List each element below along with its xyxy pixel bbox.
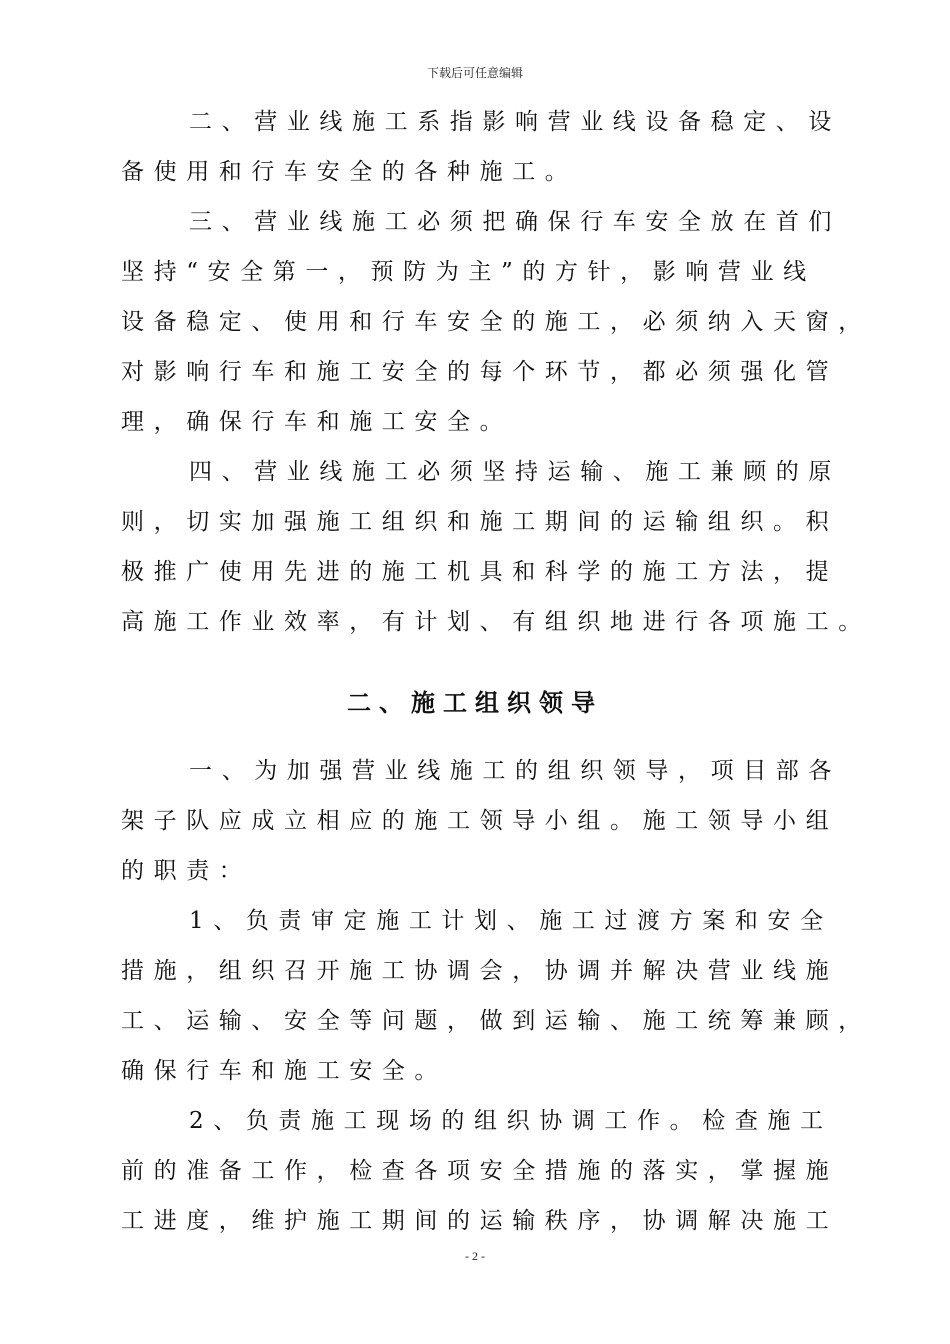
paragraph-6-line-3: 工进度，维护施工期间的运输秩序，协调解决施工 xyxy=(121,1208,839,1234)
paragraph-4-line-2: 架子队应成立相应的施工领导小组。施工领导小组 xyxy=(121,808,839,834)
paragraph-4-line-1: 一、为加强营业线施工的组织领导，项目部各 xyxy=(189,758,841,784)
paragraph-3-line-2: 则，切实加强施工组织和施工期间的运输组织。积 xyxy=(121,509,839,535)
paragraph-3-line-3: 极推广使用先进的施工机具和科学的施工方法，提 xyxy=(121,559,839,585)
paragraph-1-line-1: 二、营业线施工系指影响营业线设备稳定、设 xyxy=(189,109,841,135)
page-number: - 2 - xyxy=(465,1249,485,1263)
paragraph-4-line-3: 的职责： xyxy=(121,858,252,884)
paragraph-5-line-1: 1、负责审定施工计划、施工过渡方案和安全 xyxy=(189,908,833,934)
paragraph-6-line-2: 前的准备工作，检查各项安全措施的落实，掌握施 xyxy=(121,1158,839,1184)
paragraph-2-line-5: 理，确保行车和施工安全。 xyxy=(121,409,513,435)
paragraph-2-line-3: 设备稳定、使用和行车安全的施工，必须纳入天窗， xyxy=(121,309,871,335)
paragraph-5-line-2: 措施，组织召开施工协调会，协调并解决营业线施 xyxy=(121,958,839,984)
paragraph-2-line-2: 坚持“安全第一，预防为主”的方针，影响营业线 xyxy=(121,259,816,285)
paragraph-1-line-2: 备使用和行车安全的各种施工。 xyxy=(121,159,578,185)
page-header: 下载后可任意编辑 xyxy=(426,66,523,80)
paragraph-3-line-4: 高施工作业效率，有计划、有组织地进行各项施工。 xyxy=(121,609,871,635)
section-heading: 二、施工组织领导 xyxy=(347,689,603,717)
paragraph-5-line-4: 确保行车和施工安全。 xyxy=(121,1058,447,1084)
paragraph-5-line-3: 工、运输、安全等问题，做到运输、施工统筹兼顾， xyxy=(121,1008,871,1034)
paragraph-2-line-1: 三、营业线施工必须把确保行车安全放在首们 xyxy=(189,209,841,235)
paragraph-6-line-1: 2、负责施工现场的组织协调工作。检查施工 xyxy=(189,1108,833,1134)
paragraph-2-line-4: 对影响行车和施工安全的每个环节，都必须强化管 xyxy=(121,359,839,385)
paragraph-3-line-1: 四、营业线施工必须坚持运输、施工兼顾的原 xyxy=(189,459,841,485)
